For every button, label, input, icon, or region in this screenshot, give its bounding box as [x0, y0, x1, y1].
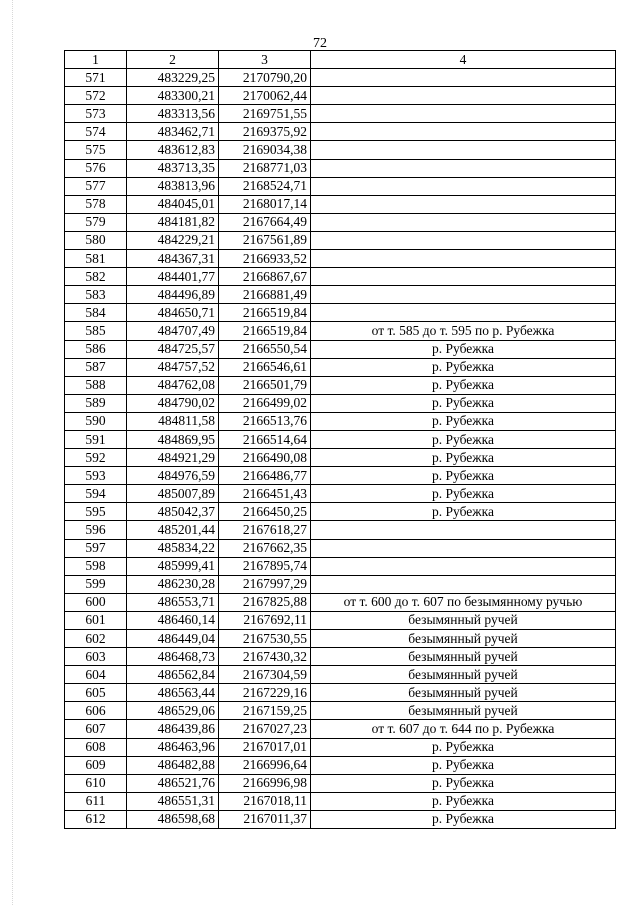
table-row [65, 467, 616, 485]
table-row [65, 376, 616, 394]
point-number-cell: 571 [65, 69, 127, 87]
description-cell: р. Рубежка [311, 810, 616, 828]
table-row [65, 449, 616, 467]
y-coordinate-cell: 2169034,38 [219, 141, 311, 159]
x-coordinate-cell: 484869,95 [127, 430, 219, 448]
y-coordinate-cell: 2167825,88 [219, 593, 311, 611]
point-number-cell: 605 [65, 684, 127, 702]
x-coordinate-cell: 486449,04 [127, 630, 219, 648]
description-cell: р. Рубежка [311, 774, 616, 792]
point-number-cell: 576 [65, 159, 127, 177]
description-cell: р. Рубежка [311, 503, 616, 521]
description-cell: р. Рубежка [311, 430, 616, 448]
point-number-cell: 601 [65, 611, 127, 629]
x-coordinate-cell: 486463,96 [127, 738, 219, 756]
table-row [65, 810, 616, 828]
y-coordinate-cell: 2166996,98 [219, 774, 311, 792]
x-coordinate-cell: 485042,37 [127, 503, 219, 521]
table-header-row [65, 51, 616, 69]
x-coordinate-cell: 484229,21 [127, 231, 219, 249]
point-number-cell: 586 [65, 340, 127, 358]
table-row [65, 322, 616, 340]
description-cell [311, 69, 616, 87]
point-number-cell: 603 [65, 648, 127, 666]
y-coordinate-cell: 2168524,71 [219, 177, 311, 195]
point-number-cell: 604 [65, 666, 127, 684]
y-coordinate-cell: 2168771,03 [219, 159, 311, 177]
table-row [65, 611, 616, 629]
y-coordinate-cell: 2166546,61 [219, 358, 311, 376]
table-row [65, 738, 616, 756]
table-row [65, 521, 616, 539]
y-coordinate-cell: 2170062,44 [219, 87, 311, 105]
x-coordinate-cell: 483813,96 [127, 177, 219, 195]
x-coordinate-cell: 485007,89 [127, 485, 219, 503]
x-coordinate-cell: 483313,56 [127, 105, 219, 123]
table-row [65, 593, 616, 611]
description-cell: р. Рубежка [311, 340, 616, 358]
table-row [65, 195, 616, 213]
x-coordinate-cell: 484811,58 [127, 412, 219, 430]
x-coordinate-cell: 486553,71 [127, 593, 219, 611]
y-coordinate-cell: 2166867,67 [219, 268, 311, 286]
x-coordinate-cell: 486482,88 [127, 756, 219, 774]
x-coordinate-cell: 484401,77 [127, 268, 219, 286]
description-cell [311, 177, 616, 195]
point-number-cell: 577 [65, 177, 127, 195]
column-header: 4 [311, 51, 616, 69]
point-number-cell: 588 [65, 376, 127, 394]
description-cell: р. Рубежка [311, 738, 616, 756]
description-cell [311, 268, 616, 286]
y-coordinate-cell: 2167229,16 [219, 684, 311, 702]
x-coordinate-cell: 486551,31 [127, 792, 219, 810]
x-coordinate-cell: 483462,71 [127, 123, 219, 141]
table-row [65, 159, 616, 177]
y-coordinate-cell: 2168017,14 [219, 195, 311, 213]
x-coordinate-cell: 486562,84 [127, 666, 219, 684]
table-row [65, 105, 616, 123]
x-coordinate-cell: 484725,57 [127, 340, 219, 358]
description-cell: р. Рубежка [311, 449, 616, 467]
table-row [65, 630, 616, 648]
description-cell: р. Рубежка [311, 792, 616, 810]
table-row [65, 485, 616, 503]
table-row [65, 430, 616, 448]
coordinates-table [64, 50, 616, 829]
page-number: 72 [313, 36, 327, 51]
x-coordinate-cell: 484181,82 [127, 213, 219, 231]
table-row [65, 702, 616, 720]
y-coordinate-cell: 2166550,54 [219, 340, 311, 358]
point-number-cell: 581 [65, 250, 127, 268]
x-coordinate-cell: 484976,59 [127, 467, 219, 485]
point-number-cell: 583 [65, 286, 127, 304]
point-number-cell: 602 [65, 630, 127, 648]
x-coordinate-cell: 484921,29 [127, 449, 219, 467]
point-number-cell: 600 [65, 593, 127, 611]
table-row [65, 286, 616, 304]
y-coordinate-cell: 2167692,11 [219, 611, 311, 629]
description-cell: р. Рубежка [311, 756, 616, 774]
description-cell: безымянный ручей [311, 611, 616, 629]
description-cell: безымянный ручей [311, 666, 616, 684]
point-number-cell: 594 [65, 485, 127, 503]
point-number-cell: 584 [65, 304, 127, 322]
description-cell [311, 539, 616, 557]
y-coordinate-cell: 2167011,37 [219, 810, 311, 828]
point-number-cell: 593 [65, 467, 127, 485]
description-cell: р. Рубежка [311, 412, 616, 430]
table-row [65, 575, 616, 593]
x-coordinate-cell: 486563,44 [127, 684, 219, 702]
point-number-cell: 608 [65, 738, 127, 756]
y-coordinate-cell: 2166486,77 [219, 467, 311, 485]
y-coordinate-cell: 2167027,23 [219, 720, 311, 738]
y-coordinate-cell: 2166519,84 [219, 322, 311, 340]
point-number-cell: 599 [65, 575, 127, 593]
x-coordinate-cell: 483713,35 [127, 159, 219, 177]
description-cell [311, 87, 616, 105]
table-row [65, 69, 616, 87]
point-number-cell: 582 [65, 268, 127, 286]
y-coordinate-cell: 2169375,92 [219, 123, 311, 141]
y-coordinate-cell: 2167159,25 [219, 702, 311, 720]
point-number-cell: 612 [65, 810, 127, 828]
x-coordinate-cell: 485201,44 [127, 521, 219, 539]
column-header: 3 [219, 51, 311, 69]
table-row [65, 358, 616, 376]
y-coordinate-cell: 2167662,35 [219, 539, 311, 557]
point-number-cell: 585 [65, 322, 127, 340]
y-coordinate-cell: 2166513,76 [219, 412, 311, 430]
x-coordinate-cell: 484757,52 [127, 358, 219, 376]
description-cell: р. Рубежка [311, 376, 616, 394]
point-number-cell: 595 [65, 503, 127, 521]
description-cell: от т. 607 до т. 644 по р. Рубежка [311, 720, 616, 738]
y-coordinate-cell: 2167895,74 [219, 557, 311, 575]
description-cell: безымянный ручей [311, 630, 616, 648]
table-row [65, 756, 616, 774]
point-number-cell: 607 [65, 720, 127, 738]
x-coordinate-cell: 484650,71 [127, 304, 219, 322]
column-header: 2 [127, 51, 219, 69]
y-coordinate-cell: 2166490,08 [219, 449, 311, 467]
description-cell: р. Рубежка [311, 394, 616, 412]
point-number-cell: 596 [65, 521, 127, 539]
table-row [65, 412, 616, 430]
y-coordinate-cell: 2169751,55 [219, 105, 311, 123]
y-coordinate-cell: 2166519,84 [219, 304, 311, 322]
x-coordinate-cell: 484707,49 [127, 322, 219, 340]
table-row [65, 304, 616, 322]
table-row [65, 268, 616, 286]
x-coordinate-cell: 484762,08 [127, 376, 219, 394]
description-cell: р. Рубежка [311, 467, 616, 485]
x-coordinate-cell: 484367,31 [127, 250, 219, 268]
point-number-cell: 578 [65, 195, 127, 213]
description-cell [311, 159, 616, 177]
x-coordinate-cell: 484496,89 [127, 286, 219, 304]
y-coordinate-cell: 2167017,01 [219, 738, 311, 756]
x-coordinate-cell: 486230,28 [127, 575, 219, 593]
table-row [65, 340, 616, 358]
point-number-cell: 574 [65, 123, 127, 141]
y-coordinate-cell: 2166933,52 [219, 250, 311, 268]
table-row [65, 648, 616, 666]
point-number-cell: 609 [65, 756, 127, 774]
x-coordinate-cell: 484045,01 [127, 195, 219, 213]
y-coordinate-cell: 2167430,32 [219, 648, 311, 666]
table-row [65, 394, 616, 412]
description-cell [311, 195, 616, 213]
point-number-cell: 572 [65, 87, 127, 105]
y-coordinate-cell: 2167561,89 [219, 231, 311, 249]
table-row [65, 250, 616, 268]
y-coordinate-cell: 2166450,25 [219, 503, 311, 521]
y-coordinate-cell: 2166501,79 [219, 376, 311, 394]
table-row [65, 792, 616, 810]
scan-margin-line [12, 0, 13, 905]
y-coordinate-cell: 2167018,11 [219, 792, 311, 810]
x-coordinate-cell: 486521,76 [127, 774, 219, 792]
description-cell [311, 105, 616, 123]
point-number-cell: 592 [65, 449, 127, 467]
table-row [65, 774, 616, 792]
x-coordinate-cell: 484790,02 [127, 394, 219, 412]
point-number-cell: 573 [65, 105, 127, 123]
y-coordinate-cell: 2166451,43 [219, 485, 311, 503]
table-row [65, 213, 616, 231]
description-cell [311, 557, 616, 575]
y-coordinate-cell: 2167618,27 [219, 521, 311, 539]
x-coordinate-cell: 485999,41 [127, 557, 219, 575]
description-cell: р. Рубежка [311, 485, 616, 503]
x-coordinate-cell: 483612,83 [127, 141, 219, 159]
table-row [65, 503, 616, 521]
table-row [65, 231, 616, 249]
description-cell: безымянный ручей [311, 684, 616, 702]
x-coordinate-cell: 486598,68 [127, 810, 219, 828]
y-coordinate-cell: 2167997,29 [219, 575, 311, 593]
x-coordinate-cell: 486529,06 [127, 702, 219, 720]
point-number-cell: 598 [65, 557, 127, 575]
description-cell: безымянный ручей [311, 648, 616, 666]
y-coordinate-cell: 2166499,02 [219, 394, 311, 412]
y-coordinate-cell: 2166514,64 [219, 430, 311, 448]
y-coordinate-cell: 2170790,20 [219, 69, 311, 87]
description-cell: от т. 585 до т. 595 по р. Рубежка [311, 322, 616, 340]
description-cell [311, 521, 616, 539]
point-number-cell: 606 [65, 702, 127, 720]
table-row [65, 539, 616, 557]
x-coordinate-cell: 483229,25 [127, 69, 219, 87]
x-coordinate-cell: 486468,73 [127, 648, 219, 666]
point-number-cell: 590 [65, 412, 127, 430]
point-number-cell: 579 [65, 213, 127, 231]
table-row [65, 720, 616, 738]
point-number-cell: 610 [65, 774, 127, 792]
table-row [65, 123, 616, 141]
description-cell [311, 250, 616, 268]
description-cell: р. Рубежка [311, 358, 616, 376]
column-header: 1 [65, 51, 127, 69]
table-row [65, 177, 616, 195]
point-number-cell: 591 [65, 430, 127, 448]
description-cell [311, 575, 616, 593]
description-cell [311, 231, 616, 249]
description-cell: от т. 600 до т. 607 по безымянному ручью [311, 593, 616, 611]
table-row [65, 141, 616, 159]
x-coordinate-cell: 485834,22 [127, 539, 219, 557]
y-coordinate-cell: 2166881,49 [219, 286, 311, 304]
description-cell [311, 304, 616, 322]
x-coordinate-cell: 483300,21 [127, 87, 219, 105]
point-number-cell: 597 [65, 539, 127, 557]
description-cell [311, 123, 616, 141]
point-number-cell: 580 [65, 231, 127, 249]
y-coordinate-cell: 2167304,59 [219, 666, 311, 684]
description-cell [311, 213, 616, 231]
point-number-cell: 611 [65, 792, 127, 810]
description-cell [311, 141, 616, 159]
y-coordinate-cell: 2167530,55 [219, 630, 311, 648]
table-row [65, 557, 616, 575]
table-row [65, 87, 616, 105]
y-coordinate-cell: 2167664,49 [219, 213, 311, 231]
description-cell [311, 286, 616, 304]
point-number-cell: 575 [65, 141, 127, 159]
table-row [65, 666, 616, 684]
point-number-cell: 589 [65, 394, 127, 412]
x-coordinate-cell: 486460,14 [127, 611, 219, 629]
table-row [65, 684, 616, 702]
description-cell: безымянный ручей [311, 702, 616, 720]
y-coordinate-cell: 2166996,64 [219, 756, 311, 774]
x-coordinate-cell: 486439,86 [127, 720, 219, 738]
point-number-cell: 587 [65, 358, 127, 376]
